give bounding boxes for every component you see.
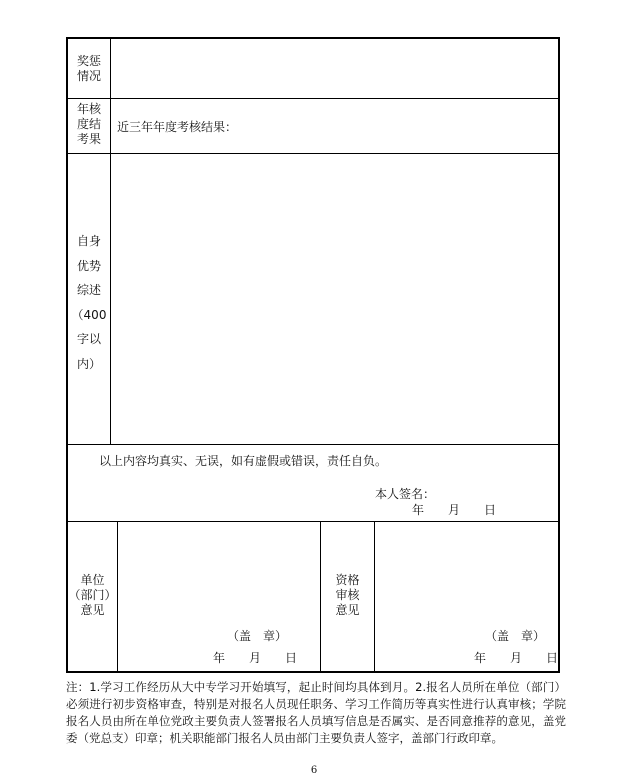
column-divider: [117, 521, 118, 673]
signature-label: 本人签名：: [375, 487, 436, 501]
row-divider: [68, 521, 558, 522]
self-summary-label: 自身 优势 综述 （400 字以 内）: [71, 234, 107, 371]
row-divider: [68, 98, 558, 99]
unit-date: 年 月 日: [213, 651, 298, 665]
row-divider: [68, 153, 558, 154]
column-divider: [374, 521, 375, 673]
row-divider: [68, 444, 558, 445]
unit-opinion-label: 单位 （部门） 意见: [68, 573, 117, 617]
qualification-seal: （盖 章）: [485, 629, 546, 643]
declaration-date: 年 月 日: [412, 503, 497, 517]
qualification-review-label: 资格 审核 意见: [335, 573, 360, 617]
column-divider: [110, 39, 111, 444]
footnote: 注：1.学习工作经历从大中专学习开始填写，起止时间均具体到月。2.报名人员所在单位（部门）必须进行初步资格审查，特别是对报名人员现任职务、学习工作简历等真实性进行认真审核；学院报名人员由所在单位党政主要负责人签署报名人员填写信息是否属实、是否同意推荐的意见，盖党委（党总支）印章；机关职能部门报名人员由部门主要负责人签字，盖部门行政印章。: [66, 680, 566, 745]
page-number: 6: [310, 765, 318, 776]
unit-seal: （盖 章）: [227, 629, 288, 643]
declaration-statement: 以上内容均真实、无误，如有虚假或错误，责任自负。: [99, 454, 388, 468]
application-form-table: [66, 37, 560, 673]
annual-review-field[interactable]: 近三年年度考核结果：: [117, 120, 238, 134]
awards-label: 奖惩 情况: [76, 54, 101, 83]
qualification-date: 年 月 日: [474, 651, 559, 665]
annual-review-label: 年核 度结 考果: [76, 102, 101, 146]
